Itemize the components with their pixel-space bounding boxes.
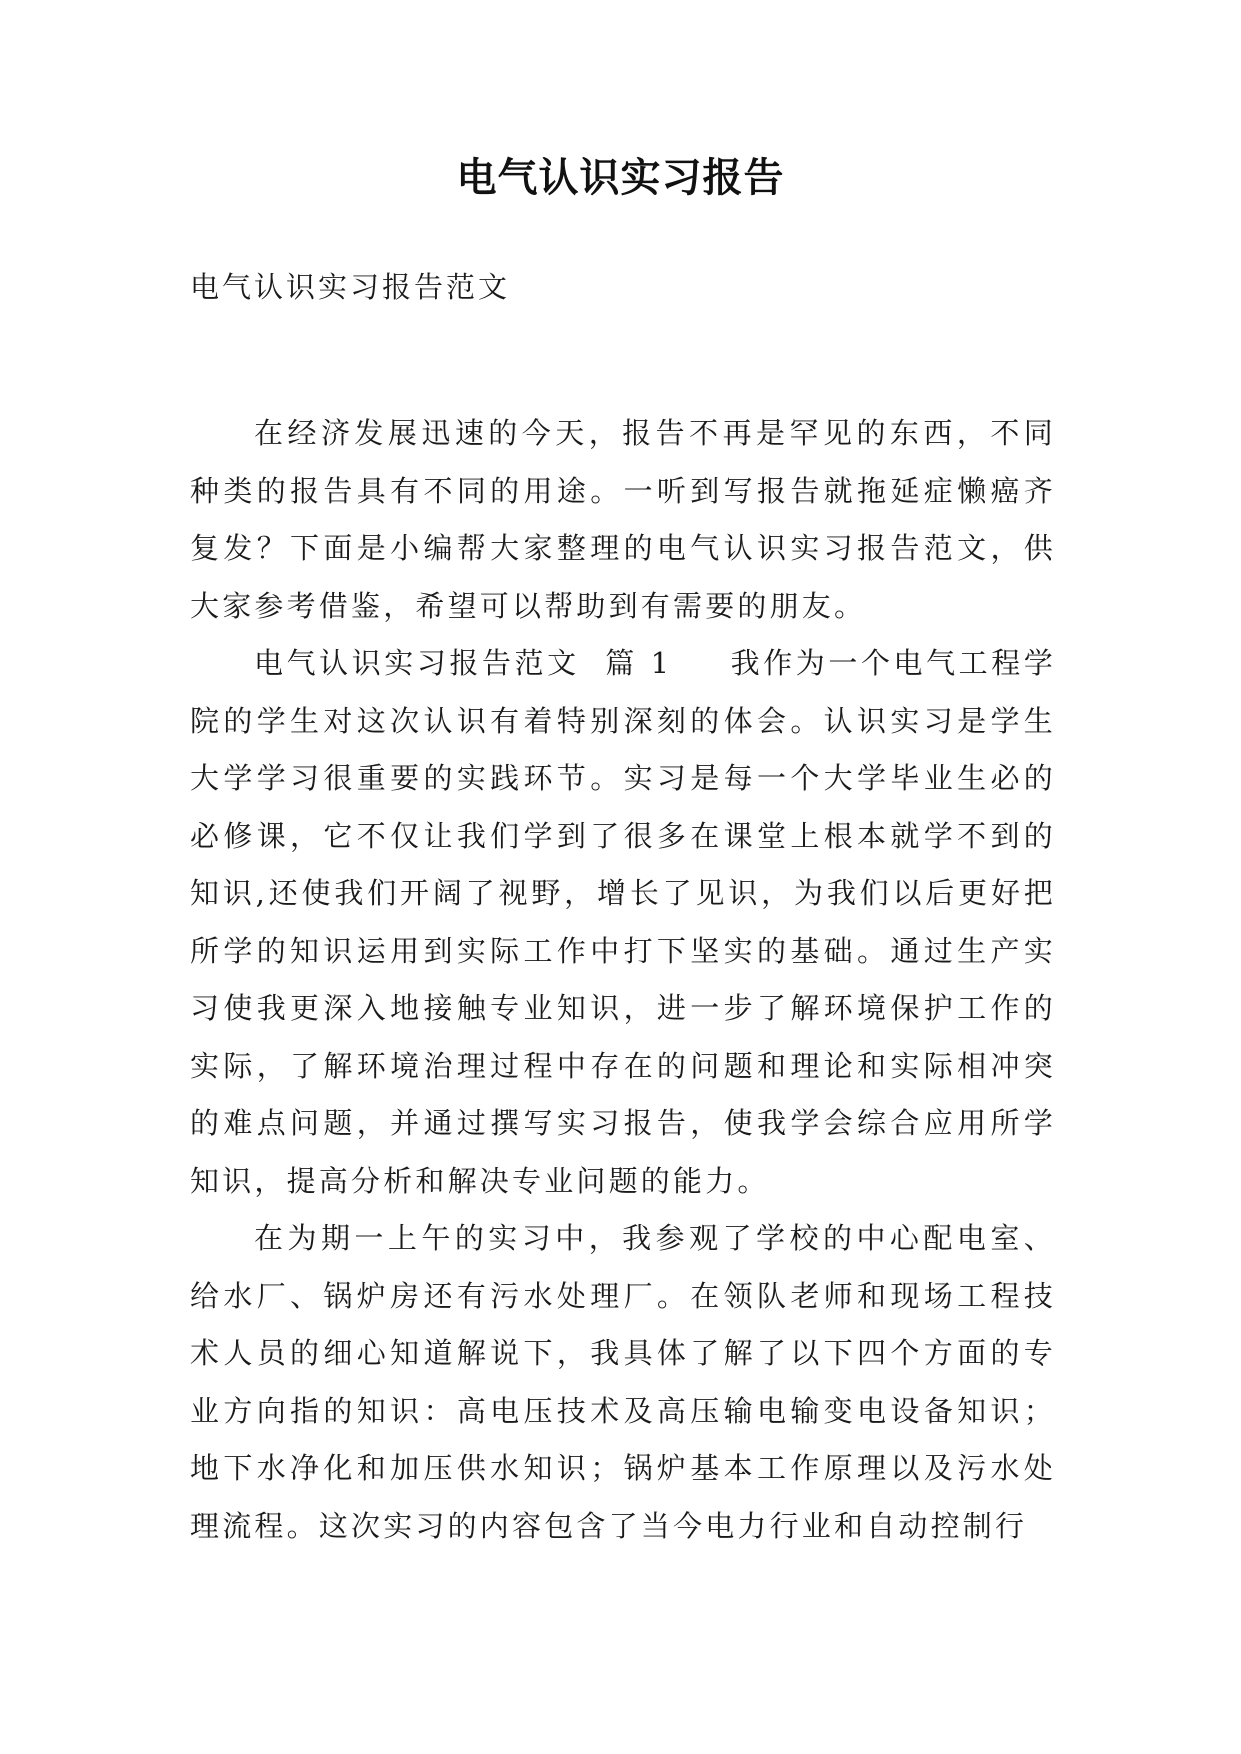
article-paragraph-2: 在为期一上午的实习中，我参观了学校的中心配电室、给水厂、锅炉房还有污水处理厂。在领队老师和现场工程技术人员的细心知道解说下，我具体了解了以下四个方面的专业方向指的知识：高电压技术及高压输电输变电设备知识；地下水净化和加压供水知识；锅炉基本工作原理以及污水处理流程。这次实习的内容包含了当今电力行业和自动控制行 [190, 1221, 1056, 1543]
article-paragraph-1-text: 我作为一个电气工程学院的学生对这次认识有着特别深刻的体会。认识实习是学生大学学习很重要的实践环节。实习是每一个大学毕业生必的必修课，它不仅让我们学到了很多在课堂上根本就学不到的知识,还使我们开阔了视野，增长了见识，为我们以后更好把所学的知识运用到实际工作中打下坚实的基础。通过生产实习使我更深入地接触专业知识，进一步了解环境保护工作的实际，了解环境治理过程中存在的问题和理论和实际相冲突的难点问题，并通过撰写实习报告，使我学会综合应用所学知识，提高分析和解决专业问题的能力。 [190, 646, 1056, 1198]
document-title: 电气认识实习报告 [456, 155, 785, 201]
intro-paragraph: 在经济发展迅速的今天，报告不再是罕见的东西，不同种类的报告具有不同的用途。一听到写报告就拖延症懒癌齐复发？下面是小编帮大家整理的电气认识实习报告范文，供大家参考借鉴，希望可以帮助到有需要的朋友。 [190, 416, 1056, 623]
document-body [190, 405, 1056, 1555]
document-subtitle: 电气认识实习报告范文 [190, 270, 511, 304]
article-paragraph-1 [190, 635, 1056, 1210]
article-heading: 电气认识实习报告范文 篇 1 [254, 646, 673, 680]
